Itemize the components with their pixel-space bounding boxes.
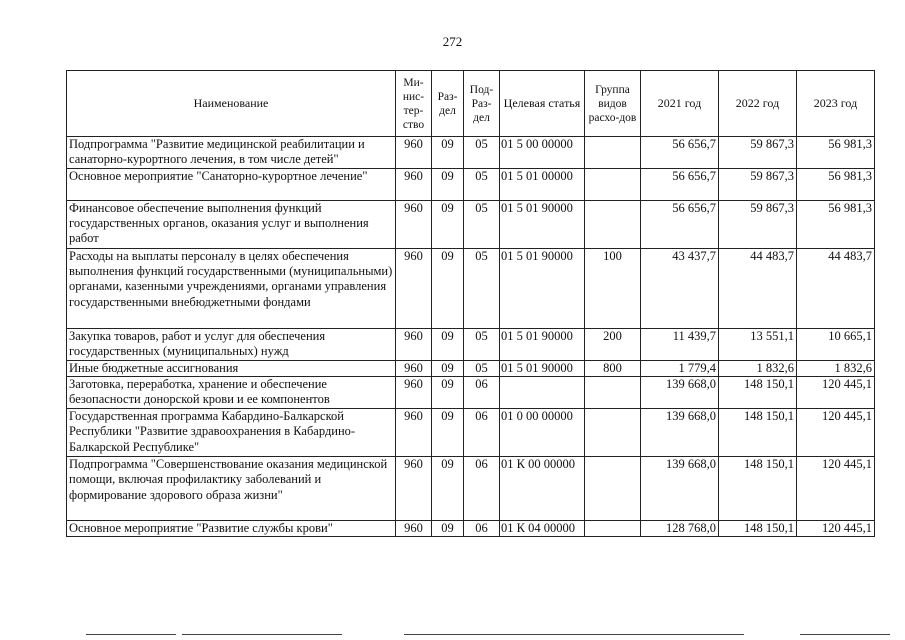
row-section: 09 xyxy=(432,521,464,537)
row-article: 01 К 04 00000 xyxy=(500,521,585,537)
row-expense-group xyxy=(585,377,641,409)
row-name: Расходы на выплаты персоналу в целях обеспечения выполнения функций государственными (муниципальными) органами, казенными учреждениями, органами управления государственными внебюджетными фондами xyxy=(67,249,396,329)
row-article: 01 0 00 00000 xyxy=(500,409,585,457)
table-row xyxy=(67,201,875,249)
row-2021: 56 656,7 xyxy=(641,169,719,201)
footer-rule xyxy=(86,634,176,635)
row-2022: 1 832,6 xyxy=(719,361,797,377)
row-expense-group xyxy=(585,201,641,249)
header-row xyxy=(67,71,875,137)
row-ministry: 960 xyxy=(396,201,432,249)
table-row xyxy=(67,377,875,409)
row-name: Государственная программа Кабардино-Балкарской Республики "Развитие здравоохранения в Кабардино-Балкарской Республике" xyxy=(67,409,396,457)
row-expense-group xyxy=(585,169,641,201)
row-2021: 56 656,7 xyxy=(641,201,719,249)
row-2023: 10 665,1 xyxy=(797,329,875,361)
row-article: 01 5 01 90000 xyxy=(500,329,585,361)
header-section: Раз-дел xyxy=(432,71,464,137)
footer-rule xyxy=(182,634,342,635)
row-section: 09 xyxy=(432,169,464,201)
row-2022: 44 483,7 xyxy=(719,249,797,329)
row-section: 09 xyxy=(432,409,464,457)
footer-rule xyxy=(800,634,890,635)
row-section: 09 xyxy=(432,329,464,361)
row-article: 01 5 01 90000 xyxy=(500,361,585,377)
row-expense-group xyxy=(585,521,641,537)
row-2022: 59 867,3 xyxy=(719,169,797,201)
row-2021: 56 656,7 xyxy=(641,137,719,169)
row-subsection: 05 xyxy=(464,249,500,329)
row-name: Иные бюджетные ассигнования xyxy=(67,361,396,377)
table-row xyxy=(67,521,875,537)
row-2022: 148 150,1 xyxy=(719,409,797,457)
footer-rule xyxy=(404,634,744,635)
row-subsection: 06 xyxy=(464,521,500,537)
row-ministry: 960 xyxy=(396,409,432,457)
table-row xyxy=(67,249,875,329)
table-row xyxy=(67,169,875,201)
row-ministry: 960 xyxy=(396,457,432,521)
table-row xyxy=(67,361,875,377)
row-name: Заготовка, переработка, хранение и обеспечение безопасности донорской крови и ее компонентов xyxy=(67,377,396,409)
row-ministry: 960 xyxy=(396,329,432,361)
row-2022: 59 867,3 xyxy=(719,137,797,169)
row-section: 09 xyxy=(432,137,464,169)
row-ministry: 960 xyxy=(396,137,432,169)
row-article xyxy=(500,377,585,409)
row-expense-group xyxy=(585,457,641,521)
row-subsection: 05 xyxy=(464,137,500,169)
row-2021: 139 668,0 xyxy=(641,409,719,457)
row-2022: 148 150,1 xyxy=(719,377,797,409)
row-subsection: 05 xyxy=(464,329,500,361)
row-2021: 43 437,7 xyxy=(641,249,719,329)
row-ministry: 960 xyxy=(396,361,432,377)
row-subsection: 06 xyxy=(464,409,500,457)
header-expense-group: Группа видов расхо-дов xyxy=(585,71,641,137)
row-article: 01 К 00 00000 xyxy=(500,457,585,521)
row-article: 01 5 01 90000 xyxy=(500,249,585,329)
row-subsection: 05 xyxy=(464,361,500,377)
table-row xyxy=(67,409,875,457)
row-2022: 13 551,1 xyxy=(719,329,797,361)
row-2021: 1 779,4 xyxy=(641,361,719,377)
row-2021: 139 668,0 xyxy=(641,377,719,409)
table-row xyxy=(67,137,875,169)
row-section: 09 xyxy=(432,201,464,249)
row-name: Закупка товаров, работ и услуг для обеспечения государственных (муниципальных) нужд xyxy=(67,329,396,361)
header-ministry: Ми-нис-тер-ство xyxy=(396,71,432,137)
row-ministry: 960 xyxy=(396,169,432,201)
row-name: Подпрограмма "Совершенствование оказания медицинской помощи, включая профилактику заболеваний и формирование здорового образа жизни" xyxy=(67,457,396,521)
table-row xyxy=(67,329,875,361)
page-number: 272 xyxy=(442,34,463,49)
row-ministry: 960 xyxy=(396,521,432,537)
row-2021: 128 768,0 xyxy=(641,521,719,537)
row-subsection: 05 xyxy=(464,201,500,249)
header-name: Наименование xyxy=(67,71,396,137)
row-expense-group: 100 xyxy=(585,249,641,329)
row-2023: 120 445,1 xyxy=(797,457,875,521)
header-2021: 2021 год xyxy=(641,71,719,137)
row-section: 09 xyxy=(432,457,464,521)
row-article: 01 5 01 90000 xyxy=(500,201,585,249)
table-row xyxy=(67,457,875,521)
row-2023: 56 981,3 xyxy=(797,201,875,249)
row-2022: 148 150,1 xyxy=(719,521,797,537)
row-section: 09 xyxy=(432,249,464,329)
row-2023: 44 483,7 xyxy=(797,249,875,329)
row-section: 09 xyxy=(432,361,464,377)
row-section: 09 xyxy=(432,377,464,409)
row-subsection: 05 xyxy=(464,169,500,201)
row-2023: 120 445,1 xyxy=(797,521,875,537)
header-2023: 2023 год xyxy=(797,71,875,137)
header-article: Целевая статья xyxy=(500,71,585,137)
row-ministry: 960 xyxy=(396,249,432,329)
row-ministry: 960 xyxy=(396,377,432,409)
row-expense-group: 800 xyxy=(585,361,641,377)
row-name: Основное мероприятие "Санаторно-курортное лечение" xyxy=(67,169,396,201)
header-subsection: Под-Раз-дел xyxy=(464,71,500,137)
header-2022: 2022 год xyxy=(719,71,797,137)
row-subsection: 06 xyxy=(464,457,500,521)
row-name: Основное мероприятие "Развитие службы крови" xyxy=(67,521,396,537)
row-2021: 11 439,7 xyxy=(641,329,719,361)
row-2023: 56 981,3 xyxy=(797,169,875,201)
row-name: Финансовое обеспечение выполнения функций государственных органов, оказания услуг и выполнения работ xyxy=(67,201,396,249)
row-2022: 59 867,3 xyxy=(719,201,797,249)
row-2023: 56 981,3 xyxy=(797,137,875,169)
row-2023: 120 445,1 xyxy=(797,377,875,409)
row-expense-group xyxy=(585,137,641,169)
budget-table xyxy=(66,70,875,537)
row-expense-group xyxy=(585,409,641,457)
row-article: 01 5 01 00000 xyxy=(500,169,585,201)
row-2022: 148 150,1 xyxy=(719,457,797,521)
row-2023: 1 832,6 xyxy=(797,361,875,377)
row-2023: 120 445,1 xyxy=(797,409,875,457)
row-subsection: 06 xyxy=(464,377,500,409)
row-name: Подпрограмма "Развитие медицинской реабилитации и санаторно-курортного лечения, в том числе детей" xyxy=(67,137,396,169)
row-2021: 139 668,0 xyxy=(641,457,719,521)
row-expense-group: 200 xyxy=(585,329,641,361)
row-article: 01 5 00 00000 xyxy=(500,137,585,169)
